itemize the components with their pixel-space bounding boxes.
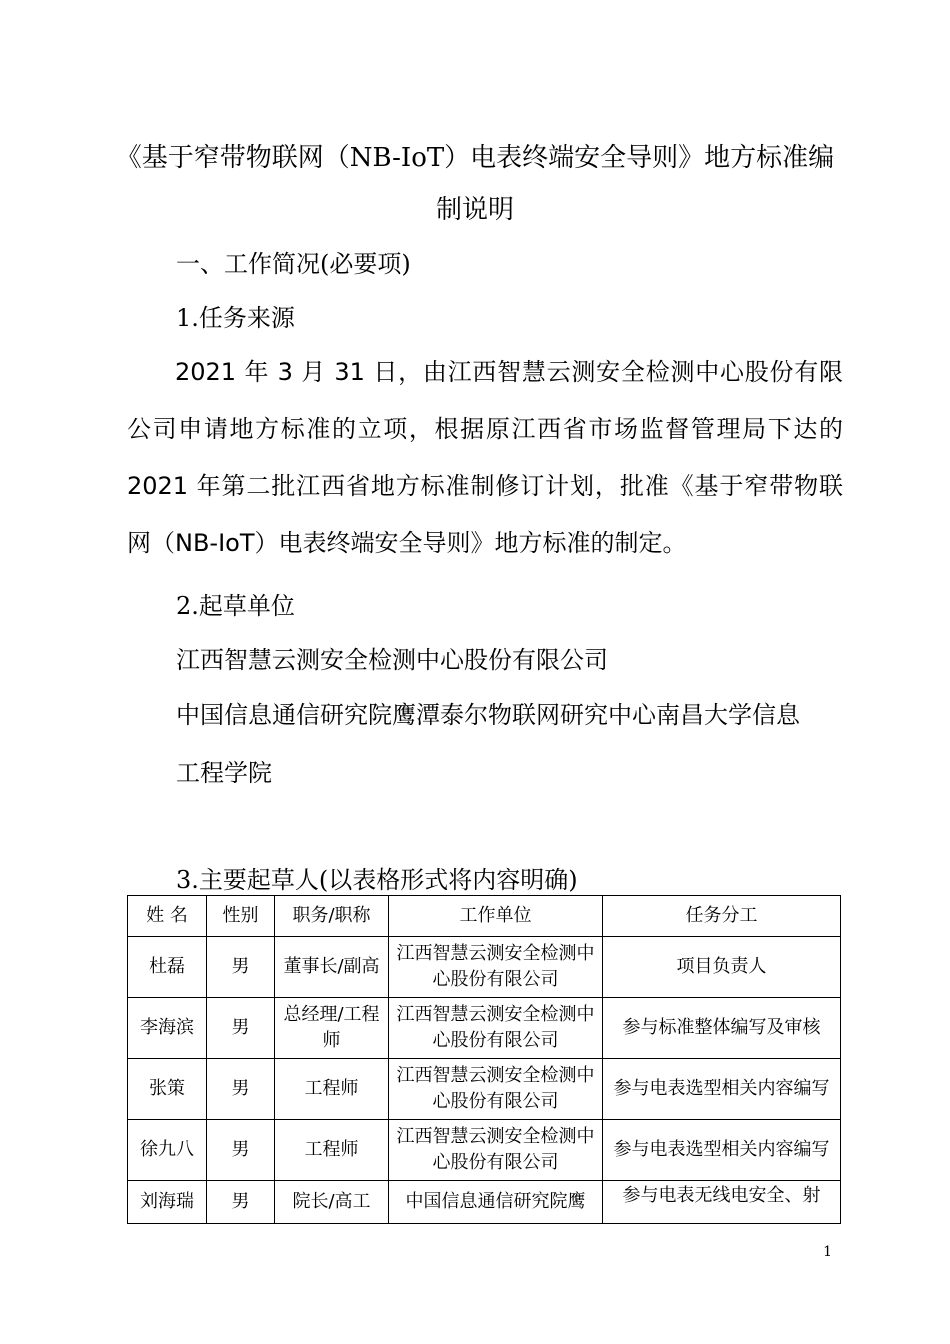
table-cell-title: 工程师 bbox=[275, 1120, 389, 1181]
table-cell-title: 工程师 bbox=[275, 1059, 389, 1120]
table-cell-task: 项目负责人 bbox=[603, 937, 841, 998]
table-cell-title: 董事长/副高 bbox=[275, 937, 389, 998]
table-row bbox=[128, 998, 841, 1059]
table-row bbox=[128, 1120, 841, 1181]
table-cell-task: 参与电表选型相关内容编写 bbox=[603, 1059, 841, 1120]
table-cell-name: 张策 bbox=[128, 1059, 207, 1120]
item-heading-task-source: 1.任务来源 bbox=[176, 304, 295, 332]
table-cell-unit: 江西智慧云测安全检测中心股份有限公司 bbox=[389, 937, 603, 998]
table-row bbox=[128, 937, 841, 998]
drafting-unit-2-line1: 中国信息通信研究院鹰潭泰尔物联网研究中心南昌大学信息 bbox=[176, 701, 800, 729]
table-cell-gender: 男 bbox=[207, 1120, 275, 1181]
document-title: 《基于窄带物联网（NB-IoT）电表终端安全导则》地方标准编制说明 bbox=[115, 143, 835, 225]
table-row bbox=[128, 1059, 841, 1120]
drafting-unit-2-line2: 工程学院 bbox=[176, 759, 272, 787]
table-cell-task: 参与电表选型相关内容编写 bbox=[603, 1120, 841, 1181]
table-header-cell: 任务分工 bbox=[603, 896, 841, 937]
table-cell-name: 杜磊 bbox=[128, 937, 207, 998]
table-cell-task: 参与电表无线电安全、射 bbox=[603, 1181, 841, 1224]
table-cell-gender: 男 bbox=[207, 1181, 275, 1224]
table-cell-unit: 江西智慧云测安全检测中心股份有限公司 bbox=[389, 998, 603, 1059]
table-cell-name: 刘海瑞 bbox=[128, 1181, 207, 1224]
table-header-cell: 姓 名 bbox=[128, 896, 207, 937]
page-number: 1 bbox=[823, 1244, 832, 1260]
table-cell-unit: 江西智慧云测安全检测中心股份有限公司 bbox=[389, 1059, 603, 1120]
table-cell-gender: 男 bbox=[207, 998, 275, 1059]
table-cell-unit: 中国信息通信研究院鹰 bbox=[389, 1181, 603, 1224]
item-heading-drafting-unit: 2.起草单位 bbox=[176, 592, 295, 620]
table-header-cell: 性别 bbox=[207, 896, 275, 937]
section-heading-work-overview: 一、工作简况(必要项) bbox=[176, 250, 411, 278]
table-row bbox=[128, 1181, 841, 1224]
table-cell-title: 院长/高工 bbox=[275, 1181, 389, 1224]
table-cell-task: 参与标准整体编写及审核 bbox=[603, 998, 841, 1059]
table-cell-title: 总经理/工程师 bbox=[275, 998, 389, 1059]
task-source-paragraph: 2021 年 3 月 31 日，由江西智慧云测安全检测中心股份有限公司申请地方标准的立项，根据原江西省市场监督管理局下达的 2021 年第二批江西省地方标准制修订计划，批准《基于窄带物联网（NB-IoT）电表终端安全导则》地方标准的制定。 bbox=[127, 358, 843, 557]
table-header-cell: 工作单位 bbox=[389, 896, 603, 937]
table-header-row bbox=[128, 896, 841, 937]
item-heading-main-drafters: 3.主要起草人(以表格形式将内容明确) bbox=[176, 866, 578, 894]
table-cell-name: 徐九八 bbox=[128, 1120, 207, 1181]
table-cell-gender: 男 bbox=[207, 937, 275, 998]
table-cell-unit: 江西智慧云测安全检测中心股份有限公司 bbox=[389, 1120, 603, 1181]
drafters-table bbox=[127, 895, 841, 1224]
table-header-cell: 职务/职称 bbox=[275, 896, 389, 937]
drafting-unit-1: 江西智慧云测安全检测中心股份有限公司 bbox=[176, 646, 608, 674]
table-cell-gender: 男 bbox=[207, 1059, 275, 1120]
table-cell-name: 李海滨 bbox=[128, 998, 207, 1059]
